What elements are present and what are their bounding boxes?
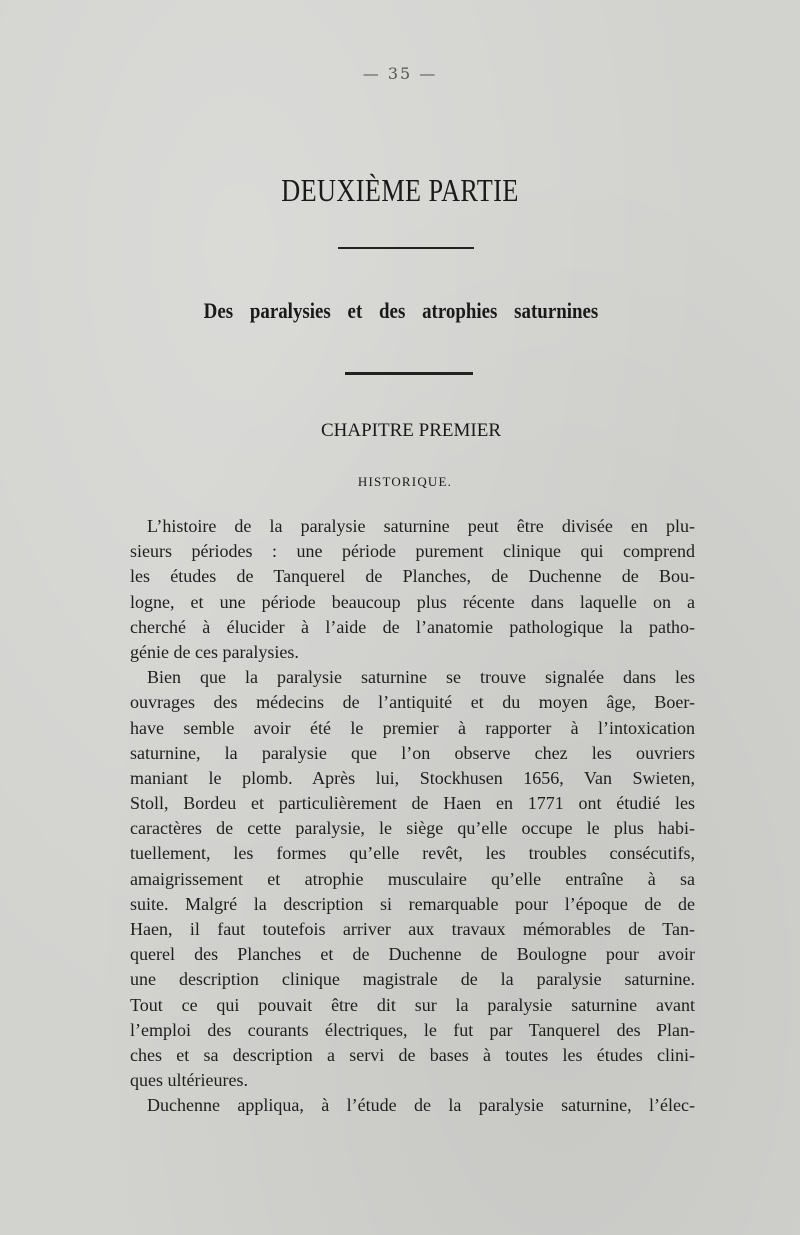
text-line: Bien que la paralysie saturnine se trouve signalée dans les (147, 667, 695, 688)
text-line: L’histoire de la paralysie saturnine peut être divisée en plu- (147, 516, 695, 536)
text-line: Duchenne appliqua, à l’étude de la paralysie saturnine, l’élec- (147, 1095, 695, 1116)
text-line: Stoll, Bordeu et particulièrement de Haen en 1771 ont étudié les (130, 793, 695, 814)
text-line: Tout ce qui pouvait être dit sur la paralysie saturnine avant (130, 994, 695, 1015)
text-line: l’emploi des courants électriques, le fut par Tanquerel des Plan- (130, 1019, 695, 1040)
section-divider (345, 372, 473, 375)
text-line: génie de ces paralysies. (130, 641, 299, 662)
text-line: caractères de cette paralysie, le siège qu’elle occupe le plus habi- (130, 818, 695, 839)
text-line: maniant le plomb. Après lui, Stockhusen 1656, Van Swieten, (130, 767, 695, 788)
text-line: ques ultérieures. (130, 1070, 248, 1091)
text-line: cherché à élucider à l’aide de l’anatomie pathologique la patho- (130, 616, 695, 637)
text-line: sieurs périodes : une période purement clinique qui comprend (130, 541, 695, 562)
body-text (130, 514, 695, 1119)
text-line: querel des Planches et de Duchenne de Boulogne pour avoir (130, 944, 695, 965)
subsection-title: HISTORIQUE. (357, 474, 453, 489)
text-line: logne, et une période beaucoup plus récente dans laquelle on a (130, 591, 695, 612)
page-number: — 35 — (362, 64, 438, 83)
text-line: tuellement, les formes qu’elle revêt, les troubles consécutifs, (130, 843, 695, 864)
text-line: Haen, il faut toutefois arriver aux travaux mémorables de Tan- (130, 919, 695, 939)
chapter-title: CHAPITRE PREMIER (321, 420, 501, 441)
text-line: saturnine, la paralysie que l’on observe chez les ouvriers (130, 742, 695, 763)
text-line: ouvrages des médecins de l’antiquité et du moyen âge, Boer- (130, 692, 695, 713)
text-line: suite. Malgré la description si remarquable pour l’époque de de (130, 893, 695, 914)
text-line: have semble avoir été le premier à rapporter à l’intoxication (130, 717, 695, 738)
text-line: les études de Tanquerel de Planches, de Duchenne de Bou- (130, 566, 695, 587)
text-line: ches et sa description a servi de bases à toutes les études clini- (130, 1044, 695, 1065)
title-divider (338, 247, 474, 249)
part-title: DEUXIÈME PARTIE (281, 172, 519, 208)
text-line: une description clinique magistrale de la paralysie saturnine. (130, 969, 695, 990)
text-line: amaigrissement et atrophie musculaire qu’elle entraîne à sa (130, 868, 695, 889)
section-title: Des paralysies et des atrophies saturnines (203, 298, 599, 323)
